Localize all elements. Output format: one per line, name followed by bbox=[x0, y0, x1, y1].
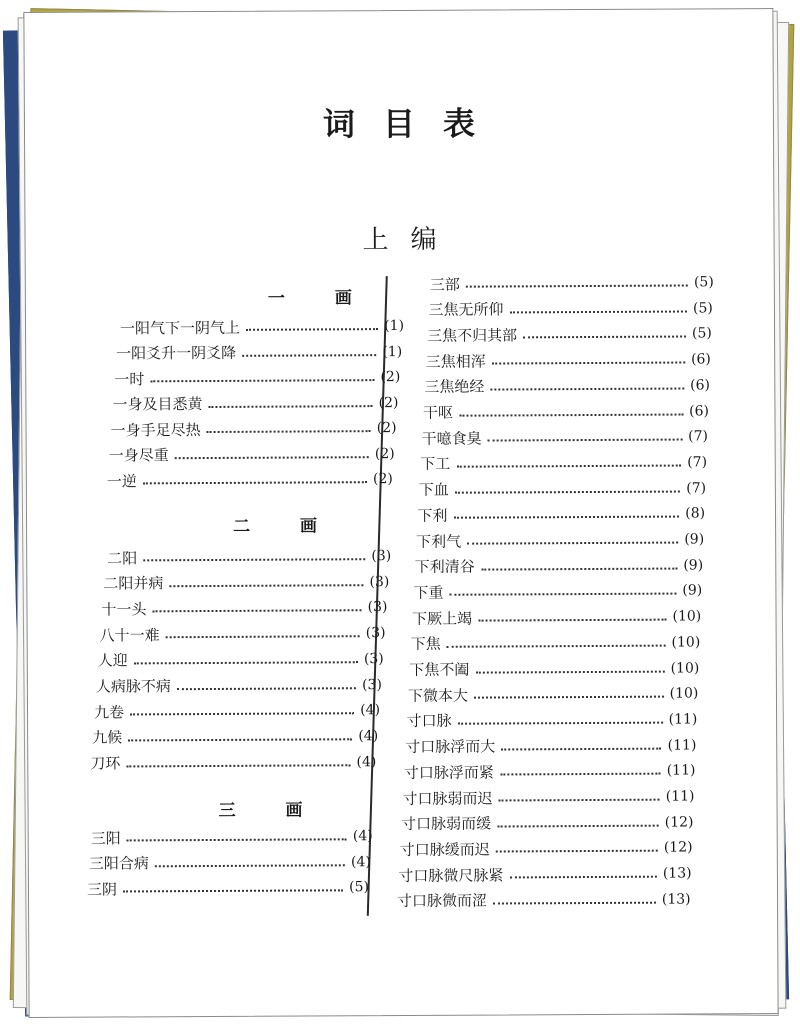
entry-term: 寸口脉 bbox=[406, 712, 452, 731]
entry-page-number: (11) bbox=[668, 711, 698, 728]
dot-leader bbox=[492, 362, 685, 365]
entry-term: 人迎 bbox=[97, 651, 128, 670]
dot-leader bbox=[475, 670, 664, 673]
entry-term: 下微本大 bbox=[407, 686, 469, 705]
entry-page-number: (9) bbox=[683, 557, 704, 574]
entry-term: 下血 bbox=[418, 480, 449, 499]
entry-page-number: (9) bbox=[682, 582, 703, 599]
entry-page-number: (6) bbox=[690, 377, 710, 394]
entry-page-number: (9) bbox=[684, 531, 705, 548]
index-entry bbox=[111, 417, 397, 440]
entry-page-number: (5) bbox=[692, 300, 713, 317]
index-entry bbox=[404, 760, 696, 784]
index-entry bbox=[91, 825, 373, 848]
index-entry bbox=[109, 443, 395, 466]
index-entry bbox=[428, 297, 713, 320]
entry-term: 三焦无所仰 bbox=[428, 300, 504, 320]
entry-term: 一身及目悉黄 bbox=[112, 395, 203, 414]
entry-page-number: (4) bbox=[352, 828, 373, 845]
stroke-count-heading: 二 画 bbox=[233, 516, 340, 537]
dot-leader bbox=[481, 567, 678, 570]
dot-leader bbox=[459, 413, 683, 416]
entry-page-number: (12) bbox=[663, 839, 693, 857]
index-entry bbox=[107, 468, 393, 491]
entry-page-number: (3) bbox=[363, 650, 384, 667]
entry-page-number: (3) bbox=[369, 573, 390, 590]
entry-term: 寸口脉浮而大 bbox=[405, 737, 496, 757]
dot-leader bbox=[447, 644, 666, 647]
entry-page-number: (11) bbox=[665, 788, 695, 805]
dot-leader bbox=[153, 610, 362, 613]
dot-leader bbox=[175, 456, 369, 459]
page-title: 词目表 bbox=[322, 104, 504, 144]
entry-term: 三阳 bbox=[90, 828, 121, 848]
dot-leader bbox=[499, 799, 660, 802]
dot-leader bbox=[128, 738, 352, 741]
entry-page-number: (6) bbox=[689, 402, 710, 419]
entry-page-number: (5) bbox=[691, 325, 712, 342]
index-entry bbox=[407, 708, 698, 732]
index-entry bbox=[415, 554, 704, 578]
index-entry bbox=[419, 477, 706, 501]
entry-page-number: (3) bbox=[371, 548, 392, 565]
entry-page-number: (11) bbox=[666, 762, 696, 779]
entry-term: 一身手足尽热 bbox=[110, 420, 201, 440]
entry-term: 十一头 bbox=[101, 600, 147, 619]
index-entry bbox=[409, 657, 699, 681]
index-entry bbox=[405, 734, 696, 758]
index-entry bbox=[413, 580, 702, 604]
index-entry bbox=[412, 606, 701, 630]
index-entry bbox=[401, 811, 694, 835]
entry-page-number: (4) bbox=[358, 728, 379, 745]
index-entry bbox=[417, 503, 705, 527]
entry-page-number: (6) bbox=[691, 351, 711, 368]
dot-leader bbox=[150, 379, 374, 382]
dot-leader bbox=[455, 490, 680, 493]
index-entry bbox=[430, 271, 714, 294]
entry-page-number: (4) bbox=[360, 702, 381, 719]
dot-leader bbox=[449, 593, 676, 596]
entry-page-number: (2) bbox=[380, 369, 401, 386]
index-entry bbox=[411, 631, 701, 655]
dot-leader bbox=[169, 584, 363, 587]
entry-page-number: (5) bbox=[349, 879, 370, 896]
dot-leader bbox=[490, 387, 684, 390]
entry-page-number: (11) bbox=[667, 737, 697, 754]
entry-page-number: (2) bbox=[378, 394, 399, 411]
entry-term: 干呕 bbox=[422, 403, 454, 422]
index-entry bbox=[100, 622, 386, 645]
document-page bbox=[23, 8, 778, 1018]
entry-term: 人病脉不病 bbox=[95, 677, 171, 696]
entry-page-number: (12) bbox=[664, 814, 694, 831]
dot-leader bbox=[143, 558, 365, 561]
index-entry bbox=[103, 571, 389, 594]
index-entry bbox=[402, 785, 694, 809]
entry-term: 干噫食臭 bbox=[421, 429, 482, 448]
entry-term: 九候 bbox=[92, 728, 123, 748]
dot-leader bbox=[454, 516, 680, 519]
entry-term: 寸口脉微而涩 bbox=[396, 891, 488, 911]
entry-page-number: (10) bbox=[671, 634, 701, 651]
entry-page-number: (10) bbox=[672, 608, 702, 625]
entry-page-number: (7) bbox=[686, 479, 707, 497]
dot-leader bbox=[127, 838, 347, 841]
index-entry bbox=[96, 674, 382, 697]
index-entry bbox=[408, 683, 699, 707]
dot-leader bbox=[467, 542, 678, 545]
entry-term: 二阳并病 bbox=[103, 574, 164, 593]
index-entry bbox=[426, 348, 711, 371]
index-entry bbox=[423, 400, 709, 423]
dot-leader bbox=[523, 336, 686, 339]
dot-leader bbox=[496, 850, 658, 853]
entry-page-number: (10) bbox=[669, 685, 699, 702]
entry-term: 九卷 bbox=[93, 703, 125, 722]
index-entry bbox=[114, 366, 400, 389]
dot-leader bbox=[488, 439, 683, 442]
index-entry bbox=[400, 837, 693, 861]
index-entry bbox=[397, 888, 691, 912]
dot-leader bbox=[207, 430, 371, 433]
entry-page-number: (7) bbox=[687, 454, 708, 471]
index-entry bbox=[420, 451, 707, 475]
entry-term: 刀环 bbox=[90, 754, 121, 773]
dot-leader bbox=[456, 464, 681, 467]
entry-page-number: (2) bbox=[374, 445, 395, 462]
entry-page-number: (7) bbox=[688, 428, 709, 445]
entry-page-number: (3) bbox=[365, 625, 386, 642]
entry-term: 二阳 bbox=[107, 548, 138, 568]
entry-page-number: (1) bbox=[384, 317, 405, 335]
entry-page-number: (4) bbox=[350, 853, 371, 870]
index-entry bbox=[120, 315, 404, 338]
entry-term: 一阳爻升一阴爻降 bbox=[116, 343, 237, 363]
index-entry bbox=[90, 751, 376, 774]
entry-term: 下厥上竭 bbox=[412, 609, 473, 628]
entry-term: 寸口脉弱而缓 bbox=[401, 814, 492, 834]
entry-term: 下工 bbox=[420, 455, 451, 474]
entry-term: 一时 bbox=[114, 369, 145, 388]
entry-page-number: (3) bbox=[362, 676, 382, 693]
index-entry bbox=[92, 725, 378, 748]
entry-term: 下焦不阖 bbox=[409, 660, 470, 679]
index-entry bbox=[112, 392, 398, 415]
index-entry bbox=[94, 699, 380, 722]
dot-leader bbox=[497, 824, 659, 827]
index-entry bbox=[98, 648, 384, 671]
entry-term: 下焦 bbox=[410, 635, 441, 654]
index-entry bbox=[422, 426, 709, 449]
dot-leader bbox=[208, 405, 372, 408]
stroke-count-heading: 一 画 bbox=[267, 288, 374, 309]
entry-term: 寸口脉微尺脉紧 bbox=[398, 866, 504, 885]
dot-leader bbox=[501, 747, 661, 750]
entry-page-number: (13) bbox=[661, 891, 691, 908]
dot-leader bbox=[130, 712, 354, 715]
index-entry bbox=[107, 545, 391, 568]
dot-leader bbox=[466, 284, 688, 287]
dot-leader bbox=[134, 661, 358, 664]
dot-leader bbox=[509, 876, 656, 879]
entry-term: 一阳气下一阴气上 bbox=[119, 318, 241, 337]
entry-page-number: (10) bbox=[670, 659, 700, 677]
entry-term: 寸口脉浮而紧 bbox=[403, 763, 494, 782]
index-entry bbox=[116, 340, 402, 363]
dot-leader bbox=[126, 764, 350, 767]
index-entry bbox=[424, 374, 710, 397]
entry-page-number: (2) bbox=[372, 471, 393, 488]
entry-term: 下利清谷 bbox=[414, 557, 475, 577]
index-entry bbox=[416, 528, 704, 552]
entry-page-number: (8) bbox=[685, 505, 706, 522]
dot-leader bbox=[177, 687, 356, 690]
dot-leader bbox=[509, 310, 687, 313]
entry-term: 下利 bbox=[417, 506, 448, 525]
entry-term: 一逆 bbox=[106, 471, 137, 491]
index-entry bbox=[398, 863, 691, 887]
index-entry bbox=[89, 851, 371, 874]
entry-page-number: (13) bbox=[662, 865, 692, 882]
entry-term: 三阴 bbox=[86, 879, 118, 899]
entry-term: 三焦绝经 bbox=[424, 377, 485, 397]
entry-page-number: (4) bbox=[356, 753, 377, 770]
dot-leader bbox=[155, 864, 345, 867]
entry-page-number: (5) bbox=[693, 274, 714, 291]
index-entry bbox=[87, 876, 369, 899]
dot-leader bbox=[246, 328, 378, 331]
dot-leader bbox=[123, 889, 343, 892]
dot-leader bbox=[493, 901, 656, 904]
dot-leader bbox=[474, 696, 664, 699]
dot-leader bbox=[500, 773, 661, 776]
entry-page-number: (2) bbox=[376, 420, 397, 437]
dot-leader bbox=[242, 354, 376, 357]
dot-leader bbox=[478, 619, 666, 622]
entry-term: 三焦相浑 bbox=[425, 352, 486, 371]
entry-term: 三部 bbox=[429, 275, 460, 294]
entry-term: 三焦不归其部 bbox=[427, 326, 518, 345]
dot-leader bbox=[458, 722, 663, 725]
dot-leader bbox=[143, 481, 367, 484]
entry-term: 一身尽重 bbox=[108, 446, 169, 465]
index-entry bbox=[427, 323, 712, 346]
entry-term: 三阳合病 bbox=[88, 854, 149, 873]
entry-page-number: (3) bbox=[367, 599, 388, 616]
entry-term: 下重 bbox=[413, 583, 444, 602]
entry-term: 寸口脉缓而迟 bbox=[399, 840, 490, 859]
index-entry bbox=[101, 596, 387, 619]
entry-term: 下利气 bbox=[416, 532, 462, 551]
entry-term: 八十一难 bbox=[99, 625, 160, 645]
entry-page-number: (1) bbox=[382, 343, 403, 360]
dot-leader bbox=[166, 635, 360, 638]
section-title: 上编 bbox=[362, 224, 459, 256]
entry-term: 寸口脉弱而迟 bbox=[402, 789, 493, 808]
stroke-count-heading: 三 画 bbox=[218, 800, 325, 821]
